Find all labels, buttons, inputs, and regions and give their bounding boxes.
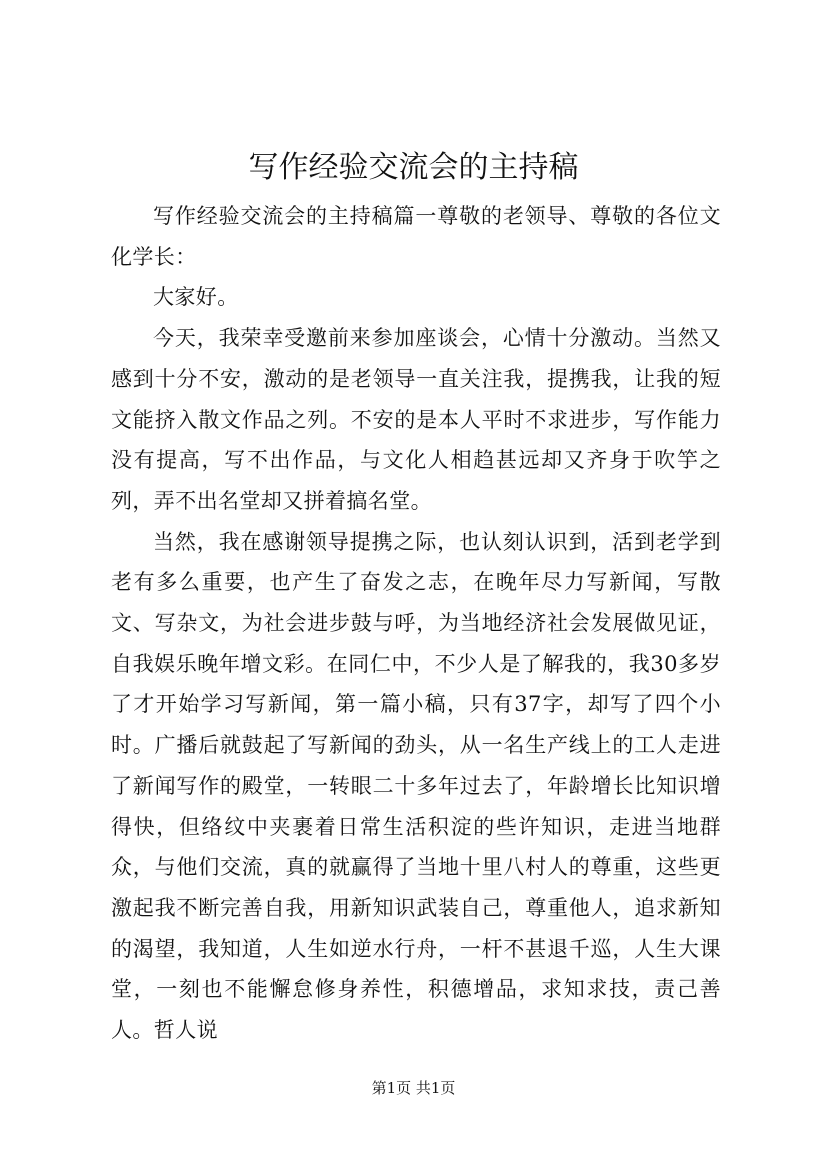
paragraph-salutation: 写作经验交流会的主持稿篇一尊敬的老领导、尊敬的各位文化学长： xyxy=(111,204,721,269)
page-number-footer: 第1页 共1页 xyxy=(371,1079,456,1097)
document-title: 写作经验交流会的主持稿 xyxy=(248,150,579,185)
paragraph-greeting: 大家好。 xyxy=(153,285,239,310)
paragraph-intro: 今天，我荣幸受邀前来参加座谈会，心情十分激动。当然又感到十分不安，激动的是老领导一直关注我，提携我，让我的短文能挤入散文作品之列。不安的是本人平时不求进步，写作能力没有提高，写不出作品，与文化人相趋甚远却又齐身于吹竽之列，弄不出名堂却又拼着搞名堂。 xyxy=(111,326,721,513)
document-body xyxy=(111,196,721,1051)
paragraph-reflection: 当然，我在感谢领导提携之际，也认刻认识到，活到老学到老有多么重要，也产生了奋发之志，在晚年尽力写新闻，写散文、写杂文，为社会进步鼓与呼，为当地经济社会发展做见证，自我娱乐晚年增文彩。在同仁中，不少人是了解我的，我30多岁了才开始学习写新闻，第一篇小稿，只有37字，却写了四个小时。广播后就鼓起了写新闻的劲头，从一名生产线上的工人走进了新闻写作的殿堂，一转眼二十多年过去了，年龄增长比知识增得快，但络纹中夹裹着日常生活积淀的些许知识，走进当地群众，与他们交流，真的就赢得了当地十里八村人的尊重，这些更激起我不断完善自我，用新知识武装自己，尊重他人，追求新知的渴望，我知道，人生如逆水行舟，一杆不甚退千巡，人生大课堂，一刻也不能懈怠修身养性，积德增品，求知求技，责己善人。哲人说 xyxy=(111,529,721,1043)
